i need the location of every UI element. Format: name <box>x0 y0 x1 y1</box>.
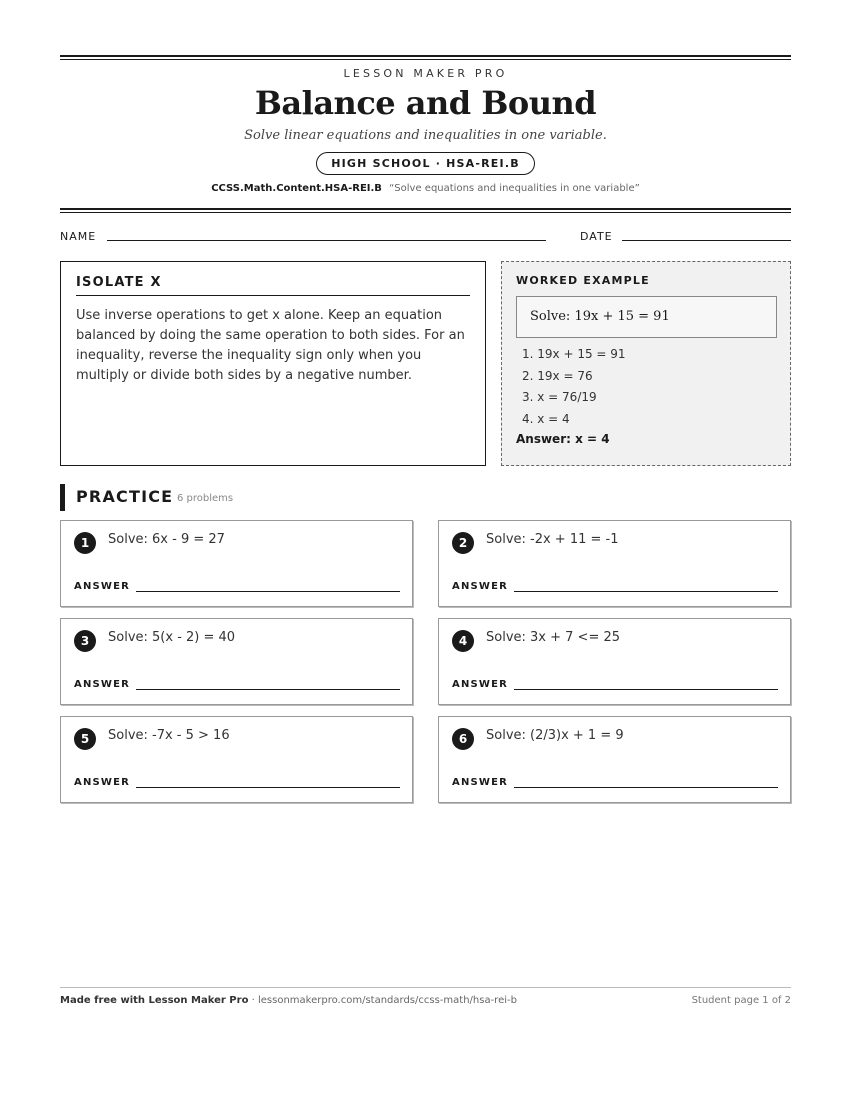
student-info-row <box>60 230 791 244</box>
problem-card <box>438 520 791 607</box>
standard-description: “Solve equations and inequalities in one variable” <box>389 183 640 194</box>
worked-example-steps <box>516 344 776 430</box>
worked-example-step: 3. x = 76/19 <box>522 390 597 404</box>
answer-label: ANSWER <box>452 777 509 788</box>
worked-example-problem: Solve: 19x + 15 = 91 <box>516 296 777 338</box>
worked-example-box <box>501 261 791 466</box>
standard-code: CCSS.Math.Content.HSA-REI.B <box>211 183 382 194</box>
problem-card <box>60 618 413 705</box>
footer-rule <box>60 987 791 988</box>
worked-example-step: 2. 19x = 76 <box>522 368 593 383</box>
footer-made-with: Made free with Lesson Maker Pro <box>60 995 249 1006</box>
concept-body: Use inverse operations to get x alone. Keep an equation balanced by doing the same operation to both sides. For an inequality, reverse the inequality sign only when you multiply or divide both sides by a negative number. <box>76 308 465 383</box>
answer-line[interactable] <box>136 689 400 690</box>
header-top-rule <box>60 55 791 60</box>
practice-header <box>60 484 460 511</box>
problem-number: 3 <box>74 630 96 652</box>
grade-badge-wrap <box>60 152 791 175</box>
footer-credit <box>60 995 517 1006</box>
worked-example-answer: Answer: x = 4 <box>516 432 610 446</box>
worked-example-title: WORKED EXAMPLE <box>516 274 650 287</box>
answer-label: ANSWER <box>452 581 509 592</box>
name-line[interactable] <box>107 240 546 241</box>
name-label: NAME <box>60 230 97 243</box>
problem-prompt: Solve: -7x - 5 > 16 <box>108 728 230 743</box>
problem-prompt: Solve: 6x - 9 = 27 <box>108 532 225 547</box>
answer-label: ANSWER <box>74 679 131 690</box>
answer-label: ANSWER <box>74 777 131 788</box>
brand-name: LESSON MAKER PRO <box>343 67 508 80</box>
practice-title: PRACTICE <box>76 487 174 506</box>
worksheet-page <box>60 0 791 1100</box>
concept-box <box>60 261 486 466</box>
problem-number: 2 <box>452 532 474 554</box>
practice-count: 6 problems <box>177 493 234 504</box>
footer-page-number: Student page 1 of 2 <box>691 995 791 1006</box>
grade-standard-badge: HIGH SCHOOL · HSA-REI.B <box>316 152 535 175</box>
date-label: DATE <box>580 230 613 243</box>
problem-number: 1 <box>74 532 96 554</box>
problem-number: 6 <box>452 728 474 750</box>
problem-card <box>438 618 791 705</box>
standard-reference <box>60 183 791 194</box>
problem-prompt: Solve: 3x + 7 <= 25 <box>486 630 621 645</box>
footer-url[interactable]: · lessonmakerpro.com/standards/ccss-math/hsa-rei-b <box>251 995 517 1006</box>
answer-line[interactable] <box>136 591 400 592</box>
practice-accent-bar <box>60 484 65 511</box>
problem-card <box>60 716 413 803</box>
problem-number: 4 <box>452 630 474 652</box>
answer-line[interactable] <box>514 689 778 690</box>
answer-line[interactable] <box>136 787 400 788</box>
problem-number: 5 <box>74 728 96 750</box>
problem-card <box>438 716 791 803</box>
concept-title: ISOLATE X <box>76 275 470 296</box>
answer-line[interactable] <box>514 591 778 592</box>
worked-example-step: 1. 19x + 15 = 91 <box>522 347 626 361</box>
problem-card <box>60 520 413 607</box>
problem-prompt: Solve: 5(x - 2) = 40 <box>108 630 236 645</box>
worked-example-step: 4. x = 4 <box>522 411 570 426</box>
problem-prompt: Solve: -2x + 11 = -1 <box>486 532 619 547</box>
answer-line[interactable] <box>514 787 778 788</box>
worksheet-title: Balance and Bound <box>254 84 597 122</box>
worksheet-subtitle: Solve linear equations and inequalities in one variable. <box>244 128 607 143</box>
date-line[interactable] <box>622 240 791 241</box>
answer-label: ANSWER <box>452 679 509 690</box>
header-bottom-rule <box>60 208 791 213</box>
problem-prompt: Solve: (2/3)x + 1 = 9 <box>486 728 624 743</box>
answer-label: ANSWER <box>74 581 131 592</box>
